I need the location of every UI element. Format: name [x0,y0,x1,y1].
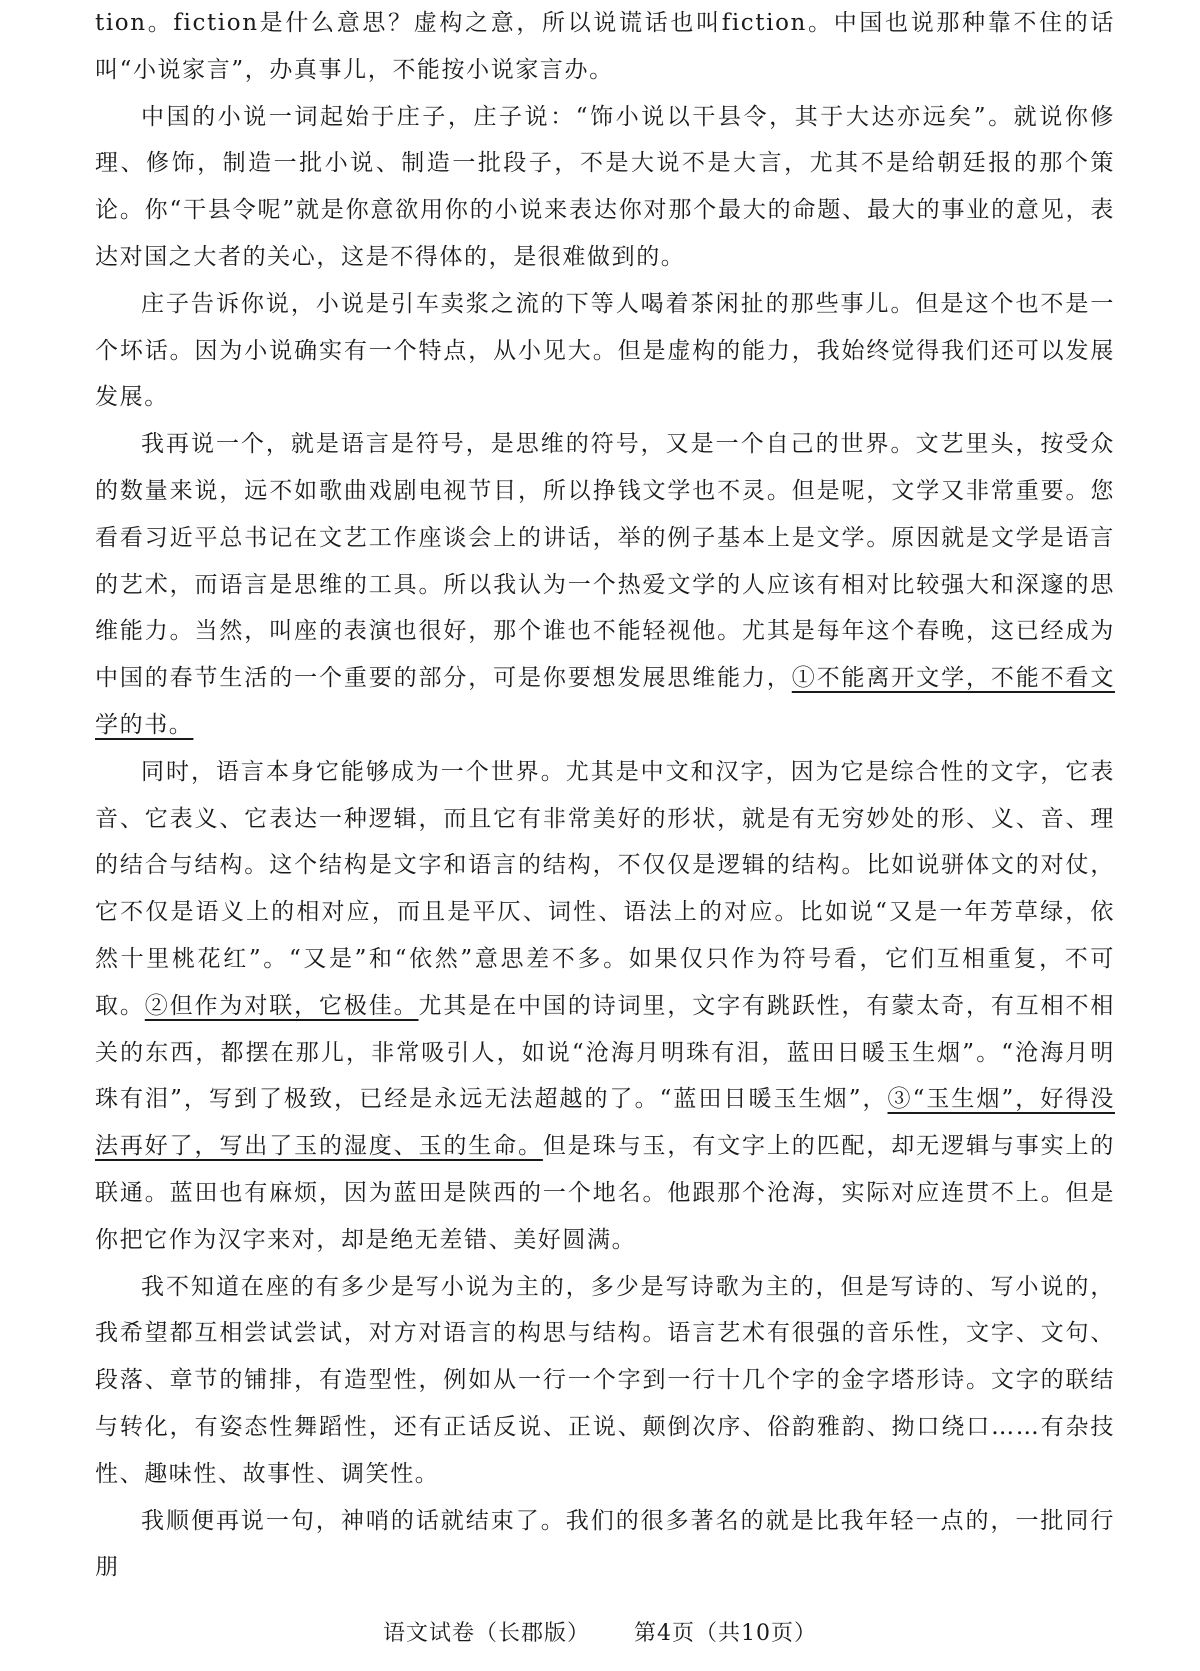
paragraph-5 [95,749,1115,1264]
paragraph-text: tion。fiction是什么意思？虚构之意，所以说谎话也叫fiction。中国也说那种靠不住的话叫“小说家言”，办真事儿，不能按小说家言办。 [95,10,1115,83]
paragraph-4 [95,421,1115,749]
paragraph-text: 庄子告诉你说，小说是引车卖浆之流的下等人喝着茶闲扯的那些事儿。但是这个也不是一个坏话。因为小说确实有一个特点，从小见大。但是虚构的能力，我始终觉得我们还可以发展发展。 [95,290,1115,411]
paragraph-text: 我顺便再说一句，神哨的话就结束了。我们的很多著名的就是比我年轻一点的，一批同行朋 [95,1507,1115,1581]
paragraph-7 [95,1498,1115,1592]
paragraph-text: 我不知道在座的有多少是写小说为主的，多少是写诗歌为主的，但是写诗的、写小说的，我希望都互相尝试尝试，对方对语言的构思与结构。语言艺术有很强的音乐性，文字、文句、段落、章节的铺排，有造型性，例如从一行一个字到一行十几个字的金字塔形诗。文字的联结与转化，有姿态性舞蹈性，还有正话反说、正说、颠倒次序、俗韵雅韵、拗口绕口……有杂技性、趣味性、故事性、调笑性。 [95,1273,1115,1487]
paragraph-6 [95,1264,1115,1498]
paragraph-3 [95,281,1115,421]
underlined-sentence-3: ③“玉生烟”，好得没法再好了，写出了玉的湿度、玉的生命。 [95,1086,1115,1160]
paragraph-text: 同时，语言本身它能够成为一个世界。尤其是中文和汉字，因为它是综合性的文字，它表音、它表义、它表达一种逻辑，而且它有非常美好的形状，就是有无穷妙处的形、义、音、理的结合与结构。这个结构是文字和语言的结构，不仅仅是逻辑的结构。比如说骈体文的对仗，它不仅是语义上的相对应，而且是平仄、词性、语法上的对应。比如说“又是一年芳草绿，依然十里桃花红”。“又是”和“依然”意思差不多。如果仅只作为符号看，它们互相重复，不可取。 [95,758,1115,1019]
paragraph-text: 尤其是在中国的诗词里，文字有跳跃性，有蒙太奇，有互相不相关的东西，都摆在那儿，非常吸引人，如说“沧海月明珠有泪，蓝田日暖玉生烟”。“沧海月明珠有泪”，写到了极致，已经是永远无法超越的了。“蓝田日暖玉生烟”， [95,992,1115,1113]
paragraph-text: 我再说一个，就是语言是符号，是思维的符号，又是一个自己的世界。文艺里头，按受众的数量来说，远不如歌曲戏剧电视节目，所以挣钱文学也不灵。但是呢，文学又非常重要。您看看习近平总书记在文艺工作座谈会上的讲话，举的例子基本上是文学。原因就是文学是语言的艺术，而语言是思维的工具。所以我认为一个热爱文学的人应该有相对比较强大和深邃的思维能力。当然，叫座的表演也很好，那个谁也不能轻视他。尤其是每年这个春晚，这已经成为中国的春节生活的一个重要的部分，可是你要想发展思维能力， [95,431,1115,692]
page-number: 第4页（共10页） [634,1621,817,1646]
underlined-sentence-1: ①不能离开文学，不能不看文学的书。 [95,665,1115,738]
document-body [95,0,1115,1591]
paragraph-1 [95,0,1115,94]
paragraph-text: 但是珠与玉，有文字上的匹配，却无逻辑与事实上的联通。蓝田也有麻烦，因为蓝田是陕西的一个地名。他跟那个沧海，实际对应连贯不上。但是你把它作为汉字来对，却是绝无差错、美好圆满。 [95,1133,1115,1253]
exam-subject: 语文试卷（长郡版） [382,1621,590,1646]
paragraph-2 [95,94,1115,281]
paragraph-text: 中国的小说一词起始于庄子，庄子说：“饰小说以干县令，其于大达亦远矣”。就说你修理、修饰，制造一批小说、制造一批段子，不是大说不是大言，尤其不是给朝廷报的那个策论。你“干县令呢”就是你意欲用你的小说来表达你对那个最大的命题、最大的事业的意见，表达对国之大者的关心，这是不得体的，是很难做到的。 [95,103,1115,270]
page-footer [0,1616,1200,1647]
underlined-sentence-2: ②但作为对联，它极佳。 [144,992,419,1019]
